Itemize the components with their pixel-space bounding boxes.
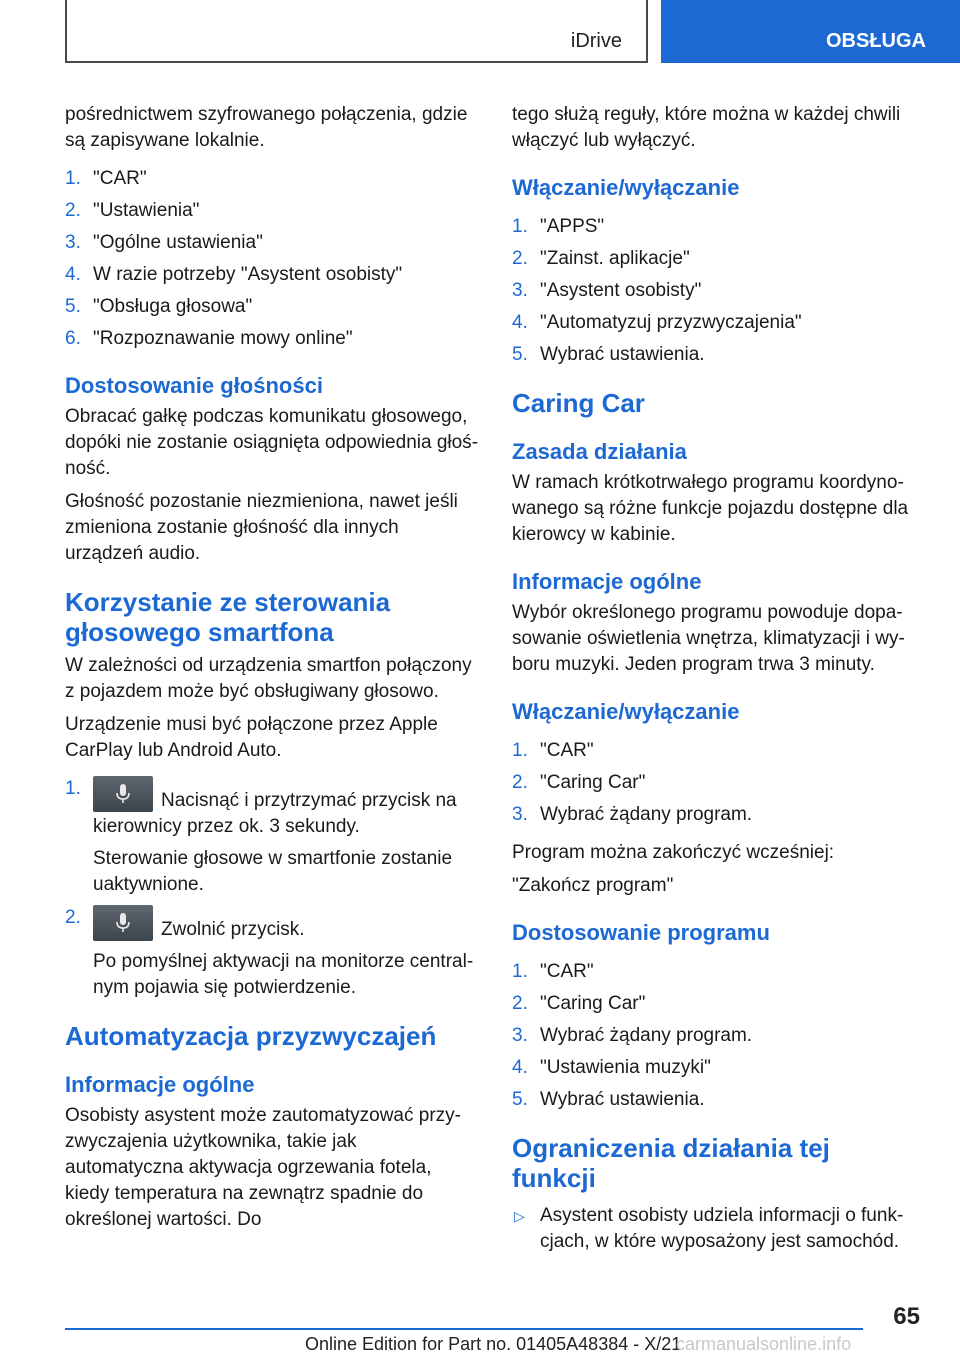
step-text: Wybrać żądany program. xyxy=(540,1025,753,1046)
step-item xyxy=(512,310,912,336)
page-number: 65 xyxy=(893,1303,920,1330)
step-number: 5. xyxy=(65,296,81,317)
triangle-bullet-icon: ▷ xyxy=(514,1208,525,1224)
paragraph: Obracać gałkę podczas komunikatu głosowego, dopóki nie zostanie osiągnięta odpowiednia głośność. xyxy=(65,406,479,479)
step-text: "Zainst. aplikacje" xyxy=(540,248,690,269)
step-text: "Ogólne ustawienia" xyxy=(93,232,263,253)
paragraph: tego służą reguły, które można w każdej chwili włączyć lub wyłączyć. xyxy=(512,104,901,151)
heading-smartphone: Korzystanie ze sterowania głosowego smartfona xyxy=(65,587,391,647)
step-number: 1. xyxy=(65,778,81,799)
heading-limits: Ograniczenia działania tej funkcji xyxy=(512,1133,830,1193)
step-number: 1. xyxy=(65,168,81,189)
steps-list xyxy=(512,738,912,828)
step-number: 5. xyxy=(512,344,528,365)
step-text: "CAR" xyxy=(540,740,594,761)
step-number: 2. xyxy=(65,907,81,928)
microphone-icon xyxy=(116,913,130,933)
paragraph: W zależności od urządzenia smartfon połączony z pojazdem może być obsługiwany głosowo. xyxy=(65,655,472,702)
step-number: 3. xyxy=(65,232,81,253)
paragraph: W ramach krótkotrwałego programu koordynowanego są różne funkcje pojazdu dostępne dla kierowcy w kabinie. xyxy=(512,472,909,545)
step-number: 1. xyxy=(512,216,528,237)
step-item xyxy=(65,166,480,192)
step-number: 4. xyxy=(65,264,81,285)
step-text: "Rozpoznawanie mowy online" xyxy=(93,328,353,349)
header-frame xyxy=(65,0,648,63)
heading-on-off: Włączanie/wyłączanie xyxy=(512,175,740,200)
step-item xyxy=(65,198,480,224)
steps-list xyxy=(65,166,480,352)
step-item xyxy=(512,246,912,272)
steps-list xyxy=(512,959,912,1113)
step-text: Wybrać żądany program. xyxy=(540,804,753,825)
step-item xyxy=(65,905,480,1001)
step-number: 6. xyxy=(65,328,81,349)
step-item xyxy=(512,770,912,796)
step-number: 3. xyxy=(512,1025,528,1046)
left-column xyxy=(65,102,480,1240)
step-note: Po pomyślnej aktywacji na monitorze centralnym pojawia się potwierdzenie. xyxy=(93,951,474,998)
heading-volume: Dostosowanie głośności xyxy=(65,373,323,398)
step-note: Sterowanie głosowe w smartfonie zostanie uaktywnione. xyxy=(93,848,453,895)
step-number: 1. xyxy=(512,740,528,761)
watermark: carmanualsonline.info xyxy=(676,1334,852,1354)
step-item xyxy=(512,1055,912,1081)
step-item xyxy=(65,776,480,898)
step-text: "Caring Car" xyxy=(540,993,646,1014)
heading-caring-car: Caring Car xyxy=(512,388,645,418)
step-item xyxy=(65,326,480,352)
section-title: iDrive xyxy=(570,30,622,52)
step-text: "Ustawienia" xyxy=(93,200,200,221)
step-number: 2. xyxy=(512,772,528,793)
step-number: 5. xyxy=(512,1089,528,1110)
step-number: 2. xyxy=(512,248,528,269)
step-item xyxy=(512,991,912,1017)
heading-general-info: Informacje ogólne xyxy=(512,569,702,594)
step-item xyxy=(512,1087,912,1113)
step-text: Nacisnąć i przytrzymać przycisk na kierownicy przez ok. 3 sekundy. xyxy=(93,790,457,837)
step-number: 2. xyxy=(512,993,528,1014)
paragraph: Urządzenie musi być połączone przez Apple CarPlay lub Android Auto. xyxy=(65,714,438,761)
paragraph: "Zakończ program" xyxy=(512,875,674,896)
voice-button-image xyxy=(93,776,153,812)
step-text: "Ustawienia muzyki" xyxy=(540,1057,711,1078)
step-item xyxy=(512,214,912,240)
step-text: "CAR" xyxy=(540,961,594,982)
heading-adjust-program: Dostosowanie programu xyxy=(512,920,770,945)
bullet-item xyxy=(512,1203,912,1255)
steps-list xyxy=(65,776,480,1001)
step-text: Wybrać ustawienia. xyxy=(540,1089,705,1110)
steps-list xyxy=(512,214,912,368)
step-text: "Automatyzuj przyzwyczajenia" xyxy=(540,312,802,333)
step-item xyxy=(65,230,480,256)
step-number: 1. xyxy=(512,961,528,982)
step-number: 2. xyxy=(65,200,81,221)
step-text: "Asystent osobisty" xyxy=(540,280,702,301)
paragraph: Wybór określonego programu powoduje dopasowanie oświetlenia wnętrza, klimatyzacji i wyboru muzyki. Jeden program trwa 3 minuty. xyxy=(512,602,905,675)
step-item xyxy=(65,294,480,320)
right-column xyxy=(512,102,912,1255)
microphone-icon xyxy=(116,784,130,804)
step-text: Zwolnić przycisk. xyxy=(161,919,305,940)
heading-automation: Automatyzacja przyzwyczajeń xyxy=(65,1021,437,1051)
paragraph: Program można zakończyć wcześniej: xyxy=(512,842,835,863)
heading-on-off: Włączanie/wyłączanie xyxy=(512,699,740,724)
step-number: 3. xyxy=(512,280,528,301)
step-item xyxy=(512,959,912,985)
bullet-text: Asystent osobisty udziela informacji o funkcjach, w które wyposażony jest samochód. xyxy=(540,1205,904,1252)
step-number: 4. xyxy=(512,1057,528,1078)
step-text: Wybrać ustawienia. xyxy=(540,344,705,365)
step-item xyxy=(512,802,912,828)
step-item xyxy=(512,1023,912,1049)
step-item xyxy=(512,278,912,304)
step-item xyxy=(65,262,480,288)
step-text: "CAR" xyxy=(93,168,147,189)
step-number: 3. xyxy=(512,804,528,825)
step-text: "Obsługa głosowa" xyxy=(93,296,253,317)
footer-divider xyxy=(65,1328,863,1330)
paragraph: pośrednictwem szyfrowanego połączenia, gdzie są zapisywane lokalnie. xyxy=(65,104,468,151)
step-text: "Caring Car" xyxy=(540,772,646,793)
voice-button-image xyxy=(93,905,153,941)
step-number: 4. xyxy=(512,312,528,333)
step-text: W razie potrzeby "Asystent osobisty" xyxy=(93,264,403,285)
paragraph: Osobisty asystent może zautomatyzować przyzwyczajenia użytkownika, takie jak automatyczna aktywacja ogrzewania fotela, kiedy temperatura na zewnątrz spadnie do określonej wartości. Do xyxy=(65,1105,461,1230)
bullet-list xyxy=(512,1203,912,1255)
step-text: "APPS" xyxy=(540,216,605,237)
heading-general-info: Informacje ogólne xyxy=(65,1072,255,1097)
heading-principle: Zasada działania xyxy=(512,439,687,464)
chapter-tab: OBSŁUGA xyxy=(661,0,960,63)
footer-edition: Online Edition for Part no. 01405A48384 - X/21 xyxy=(305,1334,682,1354)
step-item xyxy=(512,342,912,368)
paragraph: Głośność pozostanie niezmieniona, nawet jeśli zmieniona zostanie głośność dla innych urządzeń audio. xyxy=(65,491,458,564)
step-item xyxy=(512,738,912,764)
